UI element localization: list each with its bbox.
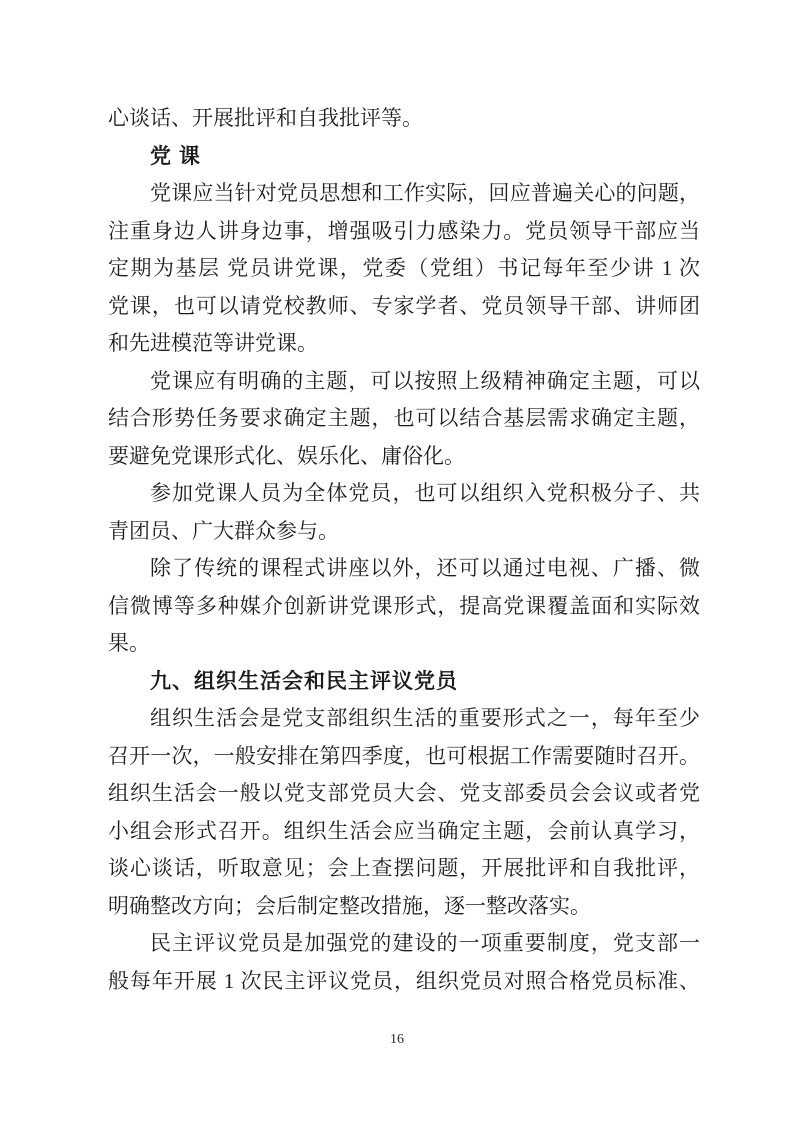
heading-section-9	[108, 663, 700, 701]
text-line: 结合形势任务要求确定主题，也可以结合基层需求确定主题，	[108, 406, 700, 430]
text-line: 民主评议党员是加强党的建设的一项重要制度，党支部一	[150, 931, 700, 955]
para-continuation	[108, 100, 700, 138]
text-line: 党课应有明确的主题，可以按照上级精神确定主题，可以	[150, 368, 700, 393]
text-line: 党课，也可以请党校教师、专家学者、党员领导干部、讲师团	[108, 293, 700, 318]
text-line: 参加党课人员为全体党员，也可以组织入党积极分子、共	[150, 481, 700, 505]
text-line: 和先进模范等讲党课。	[108, 331, 318, 355]
text-line: 定期为基层 党员讲党课，党委（党组）书记每年至少讲 1 次	[108, 256, 700, 280]
para-dangke-3	[108, 475, 700, 550]
text-line: 要避免党课形式化、娱乐化、庸俗化。	[108, 443, 465, 468]
para-minzhupingyi	[108, 925, 700, 1000]
text-line: 召开一次，一般安排在第四季度，也可根据工作需要随时召开。	[108, 743, 700, 768]
text-line: 般每年开展 1 次民主评议党员，组织党员对照合格党员标准、	[108, 968, 700, 993]
text-line: 组织生活会一般以党支部党员大会、党支部委员会会议或者党	[108, 781, 700, 805]
text-line: 信微博等多种媒介创新讲党课形式，提高党课覆盖面和实际效	[108, 593, 700, 618]
text-line: 谈心谈话，听取意见；会上查摆问题，开展批评和自我批评，	[108, 856, 700, 880]
para-dangke-4	[108, 550, 700, 663]
text-line: 除了传统的课程式讲座以外，还可以通过电视、广播、微	[150, 556, 700, 580]
text-line: 心谈话、开展批评和自我批评等。	[108, 106, 423, 130]
text-line: 青团员、广大群众参与。	[108, 518, 339, 543]
text-line: 组织生活会是党支部组织生活的重要形式之一，每年至少	[150, 706, 700, 730]
heading-line: 党 课	[150, 144, 201, 168]
text-line: 党课应当针对党员思想和工作实际，回应普遍关心的问题，	[150, 181, 700, 205]
text-line: 明确整改方向；会后制定整改措施，逐一整改落实。	[108, 893, 591, 918]
document-content	[108, 100, 700, 1000]
para-dangke-2	[108, 363, 700, 476]
para-zuzhishenghuohui	[108, 700, 700, 925]
text-line: 小组会形式召开。组织生活会应当确定主题，会前认真学习，	[108, 818, 700, 843]
text-line: 果。	[108, 631, 150, 655]
text-line: 注重身边人讲身边事，增强吸引力感染力。党员领导干部应当	[108, 218, 700, 243]
para-dangke-1	[108, 175, 700, 363]
heading-dangke	[108, 138, 700, 176]
heading-line: 九、组织生活会和民主评议党员	[150, 669, 458, 693]
page-number: 16	[390, 1032, 404, 1047]
page-footer	[0, 1030, 794, 1048]
